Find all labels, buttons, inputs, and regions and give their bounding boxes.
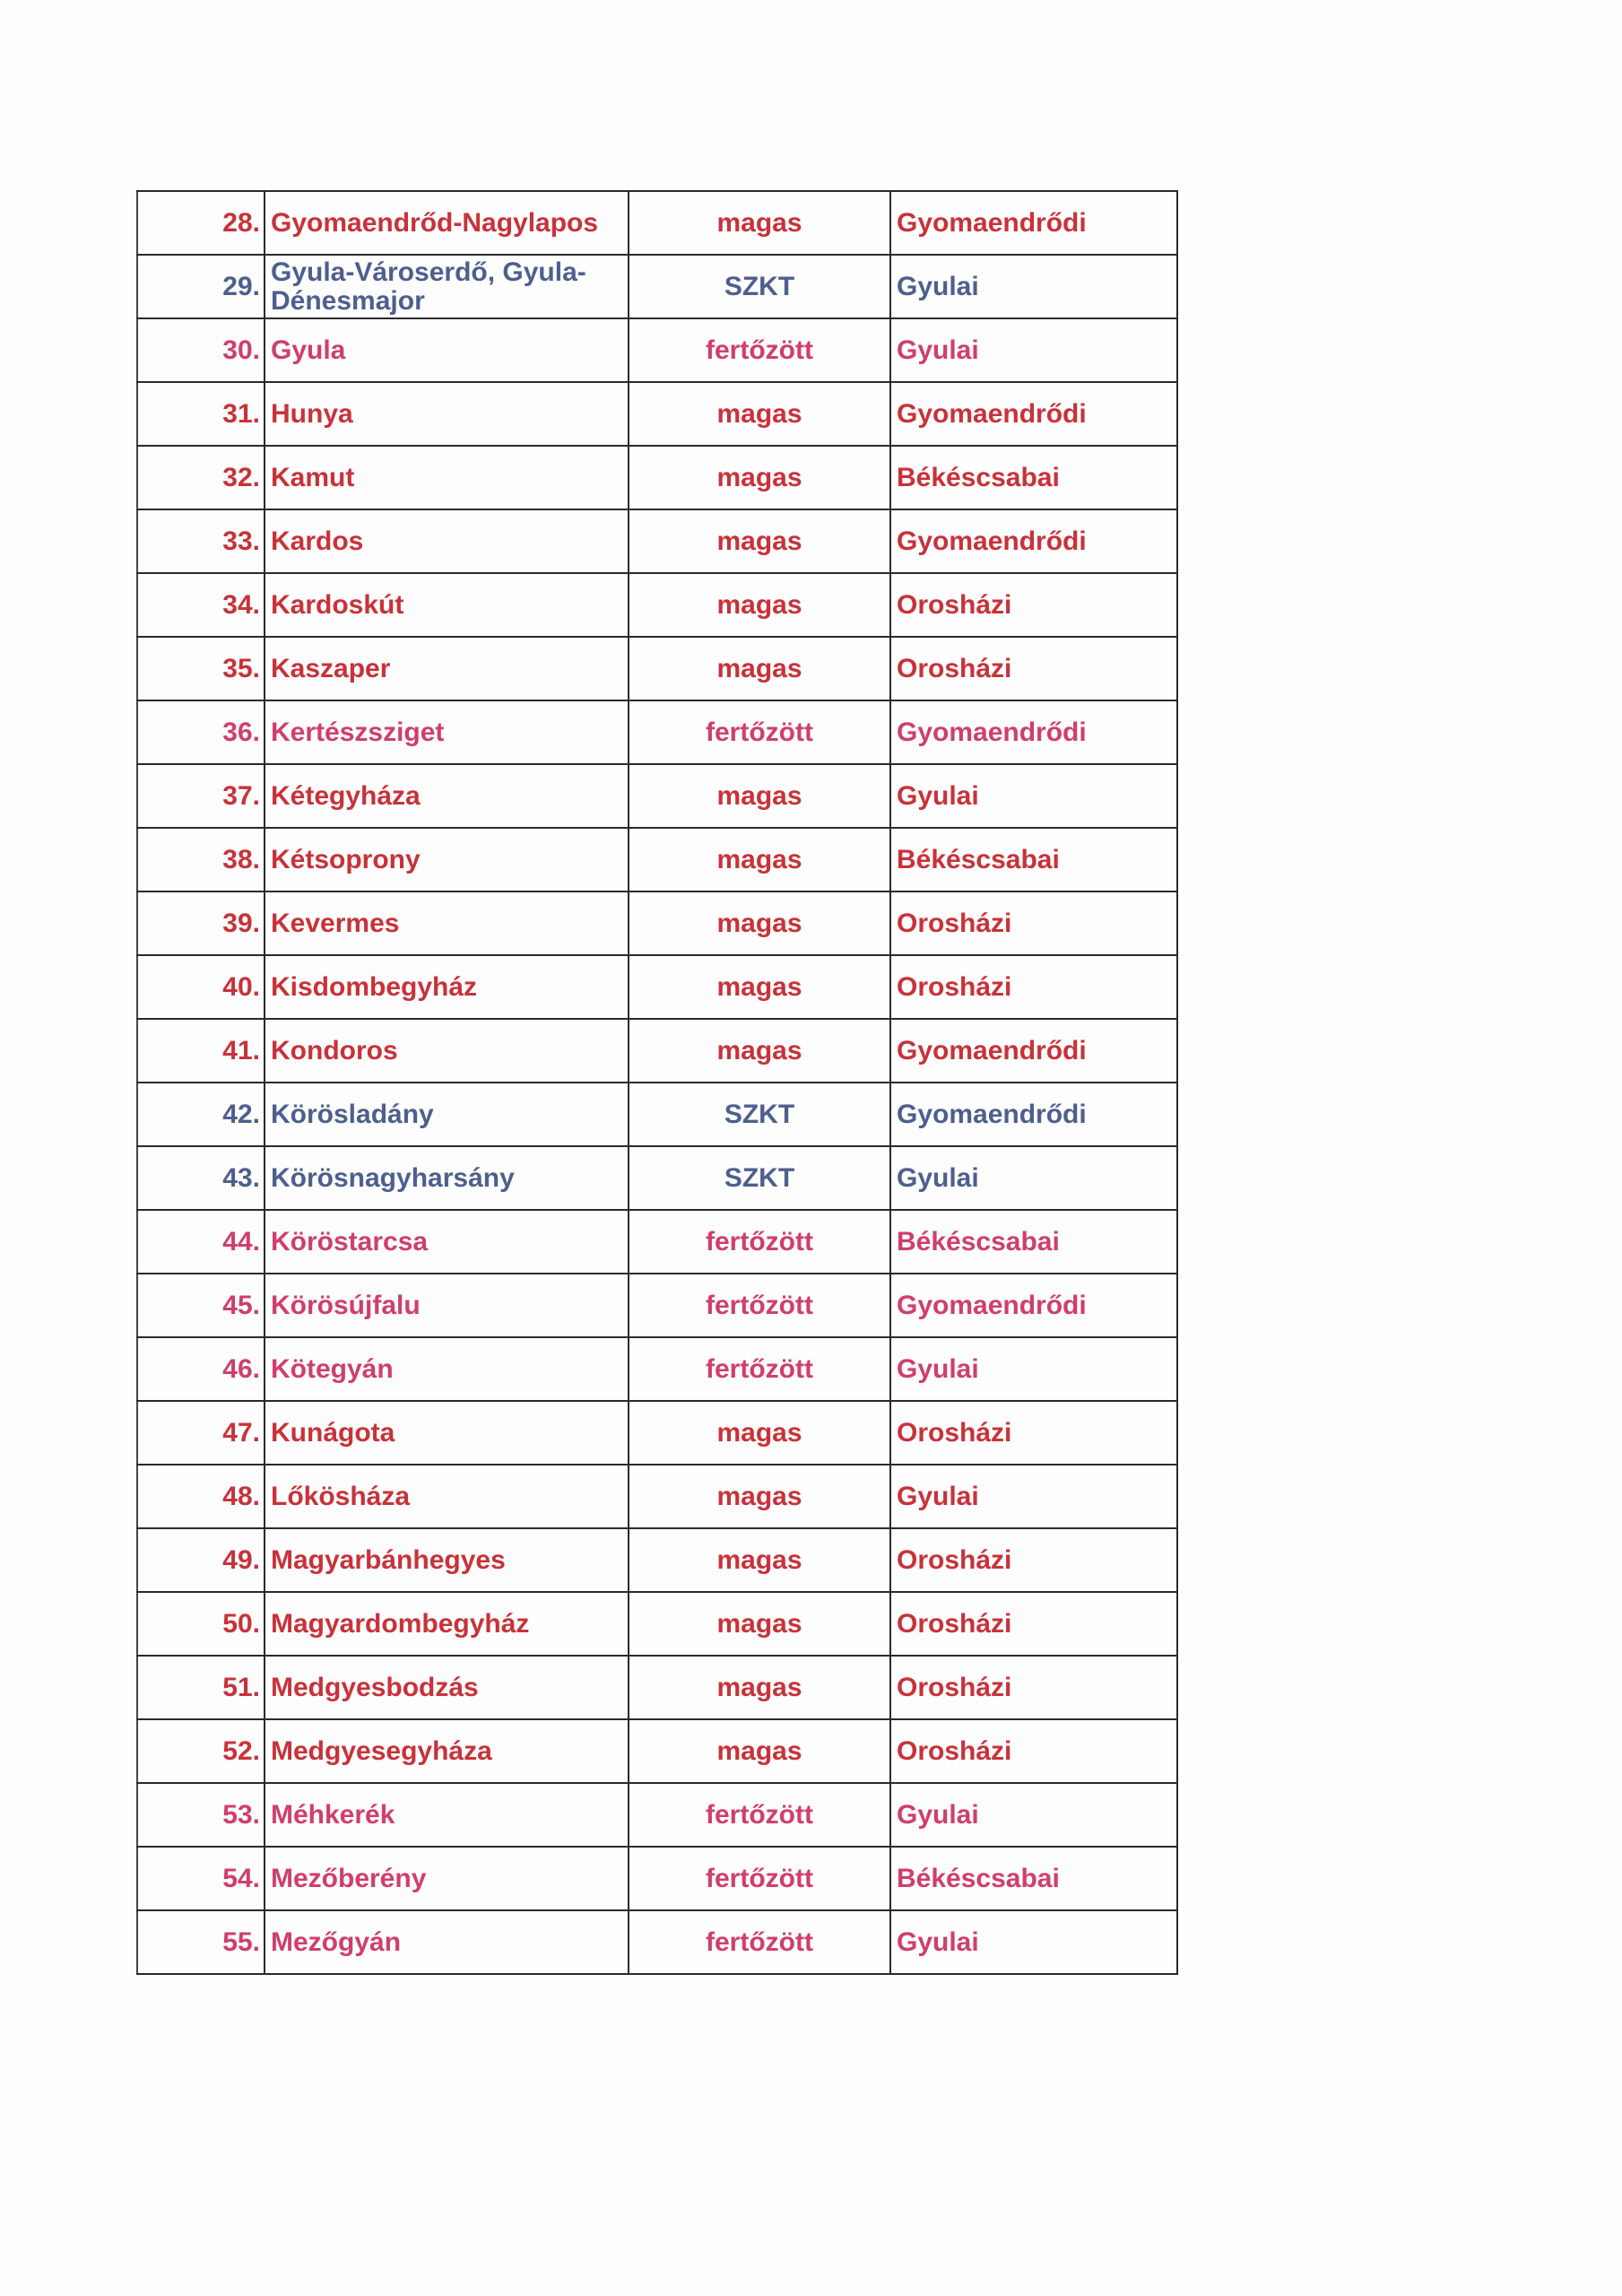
district-cell: Békéscsabai xyxy=(890,1210,1177,1274)
district-cell: Békéscsabai xyxy=(890,446,1177,509)
row-number: 36. xyxy=(137,700,265,764)
status-cell: fertőzött xyxy=(629,1910,890,1974)
settlement-name: Medgyesbodzás xyxy=(265,1656,629,1719)
district-cell: Orosházi xyxy=(890,1528,1177,1592)
status-cell: magas xyxy=(629,573,890,637)
settlement-name: Körösladány xyxy=(265,1083,629,1146)
row-number: 37. xyxy=(137,764,265,828)
district-cell: Gyomaendrődi xyxy=(890,1019,1177,1083)
settlement-name: Mezőgyán xyxy=(265,1910,629,1974)
status-cell: magas xyxy=(629,1019,890,1083)
status-cell: fertőzött xyxy=(629,1274,890,1337)
table-row xyxy=(137,1783,1177,1847)
settlement-name: Kardoskút xyxy=(265,573,629,637)
table-row xyxy=(137,1401,1177,1465)
district-cell: Orosházi xyxy=(890,1592,1177,1656)
district-cell: Gyomaendrődi xyxy=(890,1274,1177,1337)
row-number: 41. xyxy=(137,1019,265,1083)
status-cell: SZKT xyxy=(629,1146,890,1210)
status-cell: magas xyxy=(629,1592,890,1656)
status-cell: magas xyxy=(629,891,890,955)
row-number: 46. xyxy=(137,1337,265,1401)
district-cell: Gyulai xyxy=(890,1146,1177,1210)
settlement-name: Kondoros xyxy=(265,1019,629,1083)
status-cell: fertőzött xyxy=(629,318,890,382)
status-cell: magas xyxy=(629,1528,890,1592)
row-number: 39. xyxy=(137,891,265,955)
district-cell: Gyomaendrődi xyxy=(890,509,1177,573)
settlement-name: Kunágota xyxy=(265,1401,629,1465)
status-cell: magas xyxy=(629,1401,890,1465)
settlement-name: Mezőberény xyxy=(265,1847,629,1910)
table-row xyxy=(137,382,1177,446)
status-cell: magas xyxy=(629,1719,890,1783)
row-number: 38. xyxy=(137,828,265,891)
settlement-name: Kisdombegyház xyxy=(265,955,629,1019)
row-number: 49. xyxy=(137,1528,265,1592)
table-row xyxy=(137,891,1177,955)
table-row xyxy=(137,637,1177,700)
settlement-status-table xyxy=(136,190,1178,1975)
row-number: 28. xyxy=(137,191,265,255)
district-cell: Gyomaendrődi xyxy=(890,191,1177,255)
status-cell: magas xyxy=(629,955,890,1019)
district-cell: Gyulai xyxy=(890,1337,1177,1401)
status-cell: magas xyxy=(629,509,890,573)
district-cell: Gyulai xyxy=(890,1465,1177,1528)
settlement-name: Méhkerék xyxy=(265,1783,629,1847)
row-number: 53. xyxy=(137,1783,265,1847)
settlement-name: Kardos xyxy=(265,509,629,573)
settlement-name: Kamut xyxy=(265,446,629,509)
table-row xyxy=(137,955,1177,1019)
settlement-name: Kétegyháza xyxy=(265,764,629,828)
table-row xyxy=(137,1528,1177,1592)
table-row xyxy=(137,1592,1177,1656)
district-cell: Békéscsabai xyxy=(890,1847,1177,1910)
district-cell: Gyulai xyxy=(890,255,1177,318)
row-number: 32. xyxy=(137,446,265,509)
table-row xyxy=(137,700,1177,764)
settlement-name: Kevermes xyxy=(265,891,629,955)
district-cell: Orosházi xyxy=(890,891,1177,955)
status-cell: magas xyxy=(629,446,890,509)
district-cell: Orosházi xyxy=(890,955,1177,1019)
settlement-name: Hunya xyxy=(265,382,629,446)
row-number: 33. xyxy=(137,509,265,573)
status-cell: fertőzött xyxy=(629,1210,890,1274)
district-cell: Gyulai xyxy=(890,318,1177,382)
table-row xyxy=(137,1146,1177,1210)
row-number: 50. xyxy=(137,1592,265,1656)
settlement-name: Kétsoprony xyxy=(265,828,629,891)
status-cell: fertőzött xyxy=(629,1847,890,1910)
settlement-name: Lőkösháza xyxy=(265,1465,629,1528)
table-row xyxy=(137,1083,1177,1146)
district-cell: Gyomaendrődi xyxy=(890,382,1177,446)
row-number: 51. xyxy=(137,1656,265,1719)
district-cell: Orosházi xyxy=(890,1719,1177,1783)
district-cell: Orosházi xyxy=(890,1656,1177,1719)
table-row xyxy=(137,509,1177,573)
district-cell: Gyomaendrődi xyxy=(890,700,1177,764)
table-row xyxy=(137,1656,1177,1719)
district-cell: Orosházi xyxy=(890,1401,1177,1465)
table-row xyxy=(137,1019,1177,1083)
row-number: 47. xyxy=(137,1401,265,1465)
status-cell: SZKT xyxy=(629,255,890,318)
table-row xyxy=(137,1210,1177,1274)
row-number: 29. xyxy=(137,255,265,318)
settlement-name: Körösnagyharsány xyxy=(265,1146,629,1210)
settlement-name: Medgyesegyháza xyxy=(265,1719,629,1783)
table-row xyxy=(137,764,1177,828)
settlement-name: Magyarbánhegyes xyxy=(265,1528,629,1592)
table-row xyxy=(137,446,1177,509)
row-number: 42. xyxy=(137,1083,265,1146)
row-number: 31. xyxy=(137,382,265,446)
status-cell: magas xyxy=(629,1656,890,1719)
district-cell: Gyulai xyxy=(890,1783,1177,1847)
row-number: 43. xyxy=(137,1146,265,1210)
settlement-name: Körösújfalu xyxy=(265,1274,629,1337)
district-cell: Gyulai xyxy=(890,764,1177,828)
status-cell: magas xyxy=(629,637,890,700)
table-row xyxy=(137,191,1177,255)
row-number: 35. xyxy=(137,637,265,700)
table-row xyxy=(137,1274,1177,1337)
row-number: 54. xyxy=(137,1847,265,1910)
settlement-name: Magyardombegyház xyxy=(265,1592,629,1656)
table-row xyxy=(137,573,1177,637)
status-cell: fertőzött xyxy=(629,1783,890,1847)
row-number: 30. xyxy=(137,318,265,382)
district-cell: Orosházi xyxy=(890,573,1177,637)
status-cell: magas xyxy=(629,382,890,446)
status-cell: fertőzött xyxy=(629,1337,890,1401)
status-cell: magas xyxy=(629,1465,890,1528)
district-cell: Orosházi xyxy=(890,637,1177,700)
settlement-name: Gyula-Városerdő, Gyula-Dénesmajor xyxy=(265,255,629,318)
row-number: 44. xyxy=(137,1210,265,1274)
table-row xyxy=(137,1847,1177,1910)
table-row xyxy=(137,1719,1177,1783)
table-row xyxy=(137,255,1177,318)
settlement-name: Kaszaper xyxy=(265,637,629,700)
settlement-name: Köröstarcsa xyxy=(265,1210,629,1274)
settlement-name: Kötegyán xyxy=(265,1337,629,1401)
status-cell: magas xyxy=(629,191,890,255)
status-cell: fertőzött xyxy=(629,700,890,764)
row-number: 55. xyxy=(137,1910,265,1974)
status-cell: SZKT xyxy=(629,1083,890,1146)
district-cell: Gyulai xyxy=(890,1910,1177,1974)
row-number: 40. xyxy=(137,955,265,1019)
table-row xyxy=(137,1337,1177,1401)
table-row xyxy=(137,318,1177,382)
district-cell: Gyomaendrődi xyxy=(890,1083,1177,1146)
settlement-name: Gyula xyxy=(265,318,629,382)
status-cell: magas xyxy=(629,828,890,891)
table-row xyxy=(137,828,1177,891)
table-row xyxy=(137,1465,1177,1528)
status-cell: magas xyxy=(629,764,890,828)
row-number: 34. xyxy=(137,573,265,637)
table-row xyxy=(137,1910,1177,1974)
table-body xyxy=(137,191,1177,1974)
row-number: 52. xyxy=(137,1719,265,1783)
district-cell: Békéscsabai xyxy=(890,828,1177,891)
row-number: 48. xyxy=(137,1465,265,1528)
settlement-name: Gyomaendrőd-Nagylapos xyxy=(265,191,629,255)
row-number: 45. xyxy=(137,1274,265,1337)
settlement-name: Kertészsziget xyxy=(265,700,629,764)
